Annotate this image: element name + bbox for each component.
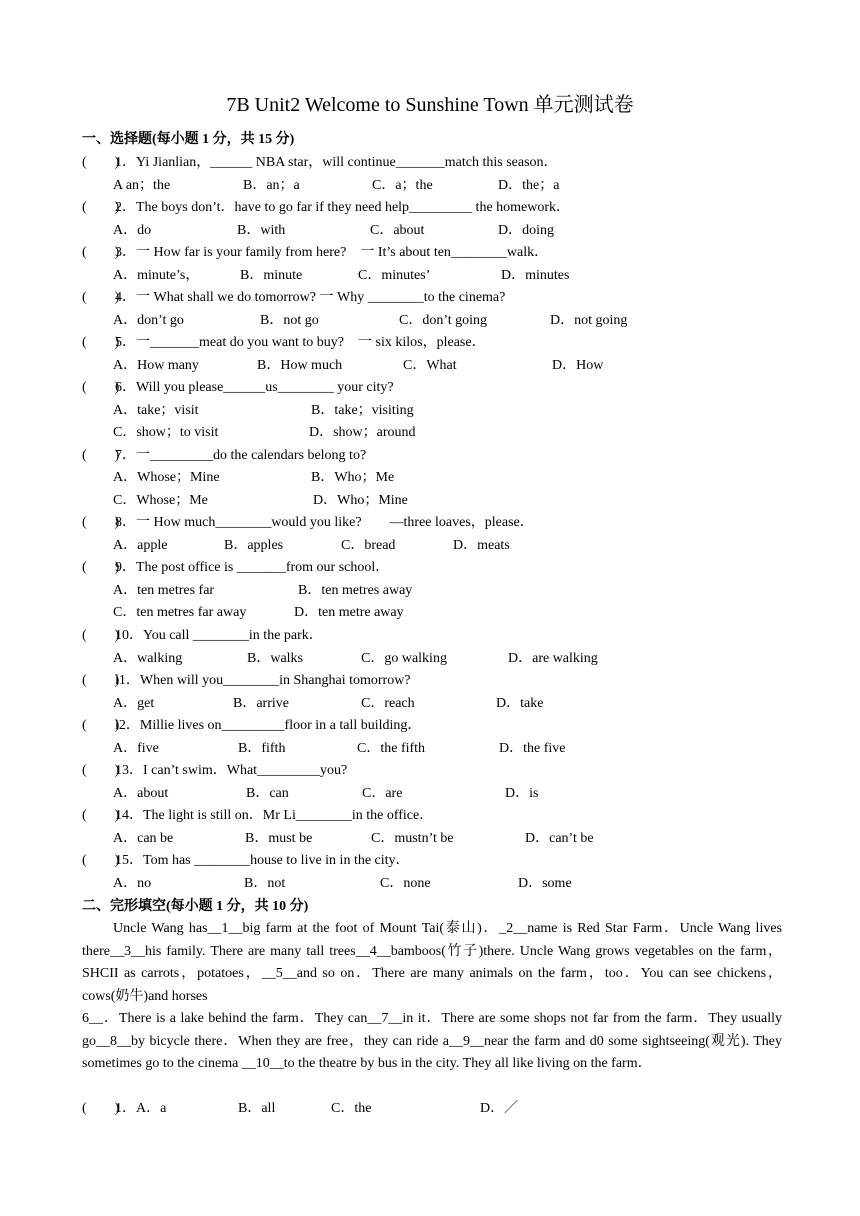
question-8 <box>82 514 534 532</box>
option-c: C．are <box>362 786 403 801</box>
option-b: B．apples <box>224 538 284 553</box>
option-d: D．meats <box>453 538 510 553</box>
option-c: C．minutes’ <box>358 268 431 283</box>
question-15 <box>82 852 410 870</box>
option-d: D．some <box>518 876 572 891</box>
option-c: C．Whose；Me <box>113 493 208 508</box>
option-d: D．the；a <box>498 178 560 193</box>
option-a: A an；the <box>113 178 171 193</box>
option-a: A．five <box>113 741 159 756</box>
answer-blank[interactable]: ( ) <box>82 718 120 733</box>
answer-blank[interactable]: ( ) <box>82 448 120 463</box>
option-d: D．doing <box>498 223 554 238</box>
option-b: B．How much <box>257 358 343 373</box>
option-d: D．is <box>505 786 539 801</box>
question-text: l2．Millie lives on_________floor in a tall building． <box>115 718 422 733</box>
passage-paragraph-2: 6__．There is a lake behind the farm．They can__7__in it．There are some shops not far from the farm．They usually go__8__by bicycle there．When they are free，they can ride a__9__near the farm and d0 some sightseeing(观光). They sometimes go to the cinema __10__to the theatre by bus in the city. They all like living on the farm． <box>82 1011 782 1071</box>
option-b: B．walks <box>247 651 303 666</box>
option-a: A．How many <box>113 358 199 373</box>
question-7-options-row-1 <box>113 469 833 487</box>
question-6-options-row-2 <box>113 424 833 442</box>
question-3 <box>82 244 548 262</box>
question-text: 9．The post office is _______from our school． <box>115 560 390 575</box>
answer-blank[interactable]: ( ) <box>82 245 120 260</box>
option-a: A．don’t go <box>113 313 184 328</box>
answer-blank[interactable]: ( ) <box>82 673 120 688</box>
option-b: B．take；visiting <box>311 403 414 418</box>
question-12 <box>82 717 421 735</box>
question-6 <box>82 379 394 397</box>
section-heading-multiple-choice: 一、选择题(每小题 1 分，共 15 分) <box>82 132 295 147</box>
option-b: B．arrive <box>233 696 289 711</box>
answer-blank[interactable]: ( ) <box>82 763 120 778</box>
option-b: B．an；a <box>243 178 300 193</box>
option-b: B．not <box>244 876 286 891</box>
option-c: C．none <box>380 876 431 891</box>
question-10-options <box>113 650 833 668</box>
question-11-options <box>113 695 833 713</box>
question-9-options-row-1 <box>113 582 833 600</box>
question-4 <box>82 289 505 307</box>
option-d: D．the five <box>499 741 566 756</box>
question-14 <box>82 807 433 825</box>
question-7-options-row-2 <box>113 492 833 510</box>
question-13 <box>82 762 347 780</box>
option-a: A．get <box>113 696 155 711</box>
question-8-options <box>113 537 833 555</box>
answer-blank[interactable]: ( ) <box>82 380 120 395</box>
question-2 <box>82 199 570 217</box>
option-c: C．a；the <box>372 178 433 193</box>
option-d: D．take <box>496 696 544 711</box>
option-c: C．What <box>403 358 457 373</box>
question-text: 2．The boys don’t．have to go far if they need help_________ the homework． <box>115 200 571 215</box>
question-text: l1．When will you________in Shanghai tomorrow? <box>115 673 411 688</box>
option-d: D．can’t be <box>525 831 594 846</box>
option-a: A．take；visit <box>113 403 199 418</box>
option-b: B．can <box>246 786 289 801</box>
question-11 <box>82 672 411 690</box>
option-a: A．do <box>113 223 152 238</box>
answer-blank[interactable]: ( ) <box>82 155 120 170</box>
section-heading-cloze: 二、完形填空(每小题 1 分，共 10 分) <box>82 899 309 914</box>
question-7 <box>82 447 366 465</box>
question-text: 6．Will you please______us________ your city? <box>115 380 394 395</box>
page-title: 7B Unit2 Welcome to Sunshine Town 单元测试卷 <box>226 94 634 116</box>
option-a: A．no <box>113 876 152 891</box>
option-b: B．fifth <box>238 741 286 756</box>
cloze-question-1-options <box>113 1100 833 1118</box>
answer-blank[interactable]: ( ) <box>82 290 120 305</box>
question-text: 3．一 How far is your family from here? 一 It’s about ten________walk． <box>115 245 549 260</box>
option-d: D．show；around <box>309 425 416 440</box>
option-a: A．Whose；Mine <box>113 470 220 485</box>
question-text: 4．一 What shall we do tomorrow? 一 Why ________to the cinema? <box>115 290 506 305</box>
option-d: D．not going <box>550 313 628 328</box>
option-c: C．show；to visit <box>113 425 219 440</box>
question-6-options-row-1 <box>113 402 833 420</box>
question-2-options <box>113 222 833 240</box>
option-d: D．／ <box>480 1101 519 1116</box>
option-a: A．about <box>113 786 169 801</box>
answer-blank[interactable]: ( ) <box>82 853 120 868</box>
option-a: A．ten metres far <box>113 583 215 598</box>
answer-blank[interactable]: ( ) <box>82 560 120 575</box>
question-9-options-row-2 <box>113 604 833 622</box>
answer-blank[interactable]: ( ) <box>82 808 120 823</box>
option-a: A．walking <box>113 651 183 666</box>
option-c: C．about <box>370 223 425 238</box>
question-1-options <box>113 177 833 195</box>
question-text: 1．A．a <box>115 1101 167 1116</box>
question-text: 8．一 How much________would you like? —three loaves，please． <box>115 515 534 530</box>
question-text: 13．I can’t swim．What_________you? <box>115 763 348 778</box>
option-d: D．How <box>552 358 604 373</box>
option-c: C．don’t going <box>399 313 488 328</box>
question-4-options <box>113 312 833 330</box>
question-12-options <box>113 740 833 758</box>
question-9 <box>82 559 389 577</box>
option-c: C．bread <box>341 538 396 553</box>
option-d: D．are walking <box>508 651 598 666</box>
question-15-options <box>113 875 833 893</box>
option-b: B．not go <box>260 313 319 328</box>
option-c: C．the <box>331 1101 372 1116</box>
option-b: B．minute <box>240 268 303 283</box>
question-1 <box>82 154 558 172</box>
question-text: 1．Yi Jianlian，______ NBA star，will continue_______match this season． <box>115 155 558 170</box>
question-text: 14．The light is still on．Mr Li________in the office． <box>115 808 434 823</box>
question-text: 15．Tom has ________house to live in in the city． <box>115 853 410 868</box>
option-c: C．the fifth <box>357 741 426 756</box>
question-13-options <box>113 785 833 803</box>
answer-blank[interactable]: ( ) <box>82 335 120 350</box>
answer-blank[interactable]: ( ) <box>82 515 120 530</box>
option-c: C．ten metres far away <box>113 605 247 620</box>
question-text: 5．一_______meat do you want to buy? 一 six kilos，please． <box>115 335 486 350</box>
question-text: 10．You call ________in the park． <box>115 628 323 643</box>
option-b: B．all <box>238 1101 276 1116</box>
option-b: B．Who；Me <box>311 470 395 485</box>
question-text: 7．一_________do the calendars belong to? <box>115 448 367 463</box>
question-5-options <box>113 357 833 375</box>
option-c: C．go walking <box>361 651 447 666</box>
answer-blank[interactable]: ( ) <box>82 200 120 215</box>
option-a: A．minute’s， <box>113 268 200 283</box>
option-b: B．must be <box>245 831 313 846</box>
question-3-options <box>113 267 833 285</box>
answer-blank[interactable]: ( ) <box>82 628 120 643</box>
option-c: C．reach <box>361 696 415 711</box>
option-c: C．mustn’t be <box>371 831 454 846</box>
answer-blank[interactable]: ( ) <box>82 1101 120 1116</box>
cloze-passage <box>82 918 782 1076</box>
passage-paragraph-1: Uncle Wang has__1__big farm at the foot of Mount Tai(泰山)．_2__name is Red Star Farm．Uncle Wang lives there__3__his family. There are many tall trees__4__bamboos(竹子)there. Uncle Wang grows vegetables on the farm，SHCII as carrots，potatoes，__5__and so on．There are many animals on the farm，too．You can see chickens，cows(奶牛)and horses <box>82 921 782 1004</box>
question-14-options <box>113 830 833 848</box>
option-d: D．minutes <box>501 268 570 283</box>
option-d: D．Who；Mine <box>313 493 408 508</box>
option-b: B．with <box>237 223 286 238</box>
question-5 <box>82 334 486 352</box>
option-a: A．can be <box>113 831 174 846</box>
option-d: D．ten metre away <box>294 605 404 620</box>
option-a: A．apple <box>113 538 168 553</box>
option-b: B．ten metres away <box>298 583 413 598</box>
question-10 <box>82 627 323 645</box>
